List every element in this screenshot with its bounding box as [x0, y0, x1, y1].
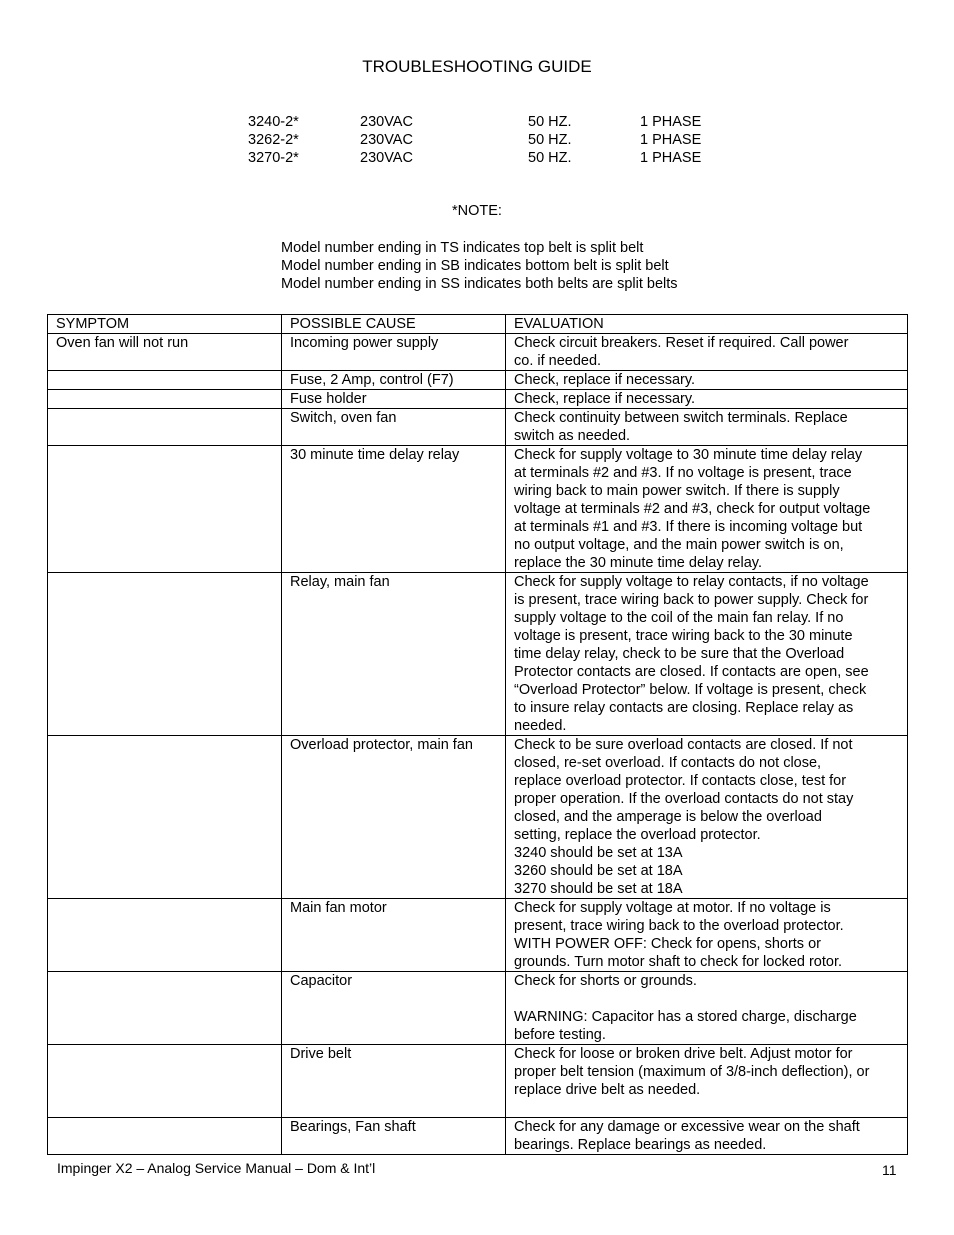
- evaluation-line: Check for loose or broken drive belt. Adjust motor for: [514, 1046, 853, 1062]
- header-possible-cause: POSSIBLE CAUSE: [282, 315, 506, 334]
- table-row: [48, 736, 908, 899]
- evaluation-line: [514, 1099, 903, 1117]
- symptom-cell: [48, 390, 282, 409]
- cause-cell: 30 minute time delay relay: [282, 446, 506, 573]
- evaluation-line: Check for supply voltage to relay contacts, if no voltage: [514, 574, 869, 590]
- evaluation-line: before testing.: [514, 1027, 606, 1043]
- evaluation-line: voltage is present, trace wiring back to the 30 minute: [514, 628, 853, 644]
- evaluation-cell: [506, 1118, 908, 1155]
- evaluation-line: at terminals #2 and #3. If no voltage is present, trace: [514, 465, 852, 481]
- model-phase: 1 PHASE: [640, 114, 702, 130]
- evaluation-line: Check to be sure overload contacts are closed. If not: [514, 737, 853, 753]
- evaluation-line: supply voltage to the coil of the main fan relay. If no: [514, 610, 844, 626]
- evaluation-line: Check for supply voltage at motor. If no voltage is: [514, 900, 831, 916]
- model-voltage: 230VAC: [360, 150, 413, 166]
- evaluation-line: Protector contacts are closed. If contacts are open, see: [514, 664, 869, 680]
- note-line: Model number ending in SS indicates both belts are split belts: [281, 276, 678, 292]
- evaluation-cell: [506, 390, 908, 409]
- evaluation-cell: [506, 972, 908, 1045]
- evaluation-line: bearings. Replace bearings as needed.: [514, 1137, 767, 1153]
- evaluation-cell: [506, 446, 908, 573]
- evaluation-line: to insure relay contacts are closing. Replace relay as: [514, 700, 854, 716]
- evaluation-line: Check for supply voltage to 30 minute time delay relay: [514, 447, 863, 463]
- symptom-cell: Oven fan will not run: [48, 334, 282, 371]
- evaluation-line: at terminals #1 and #3. If there is incoming voltage but: [514, 519, 863, 535]
- evaluation-line: needed.: [514, 718, 567, 734]
- note-line: Model number ending in SB indicates bottom belt is split belt: [281, 258, 669, 274]
- model-number: 3270-2*: [248, 150, 299, 166]
- header-symptom: SYMPTOM: [48, 315, 282, 334]
- page-title: TROUBLESHOOTING GUIDE: [362, 57, 592, 76]
- table-row: [48, 371, 908, 390]
- symptom-cell: [48, 1045, 282, 1118]
- evaluation-line: wiring back to main power switch. If there is supply: [514, 483, 840, 499]
- header-evaluation: EVALUATION: [506, 315, 908, 334]
- cause-cell: Capacitor: [282, 972, 506, 1045]
- model-voltage: 230VAC: [360, 114, 413, 130]
- symptom-cell: [48, 446, 282, 573]
- model-number: 3262-2*: [248, 132, 299, 148]
- model-row: [0, 113, 954, 131]
- table-row: [48, 899, 908, 972]
- evaluation-cell: [506, 334, 908, 371]
- evaluation-line: [514, 990, 903, 1008]
- model-frequency: 50 HZ.: [528, 150, 572, 166]
- evaluation-line: Check for shorts or grounds.: [514, 973, 697, 989]
- evaluation-line: Check, replace if necessary.: [514, 372, 696, 388]
- evaluation-line: Check, replace if necessary.: [514, 391, 696, 407]
- troubleshooting-table: [47, 314, 908, 1155]
- evaluation-line: 3270 should be set at 18A: [514, 881, 683, 897]
- table-row: [48, 334, 908, 371]
- evaluation-cell: [506, 736, 908, 899]
- table-row: [48, 972, 908, 1045]
- cause-cell: Fuse, 2 Amp, control (F7): [282, 371, 506, 390]
- symptom-cell: [48, 409, 282, 446]
- note-label: *NOTE:: [452, 203, 502, 219]
- note-text: [281, 239, 678, 293]
- symptom-cell: [48, 899, 282, 972]
- symptom-cell: [48, 972, 282, 1045]
- page-number: 11: [882, 1162, 897, 1178]
- table-row: [48, 409, 908, 446]
- evaluation-line: closed, and the amperage is below the overload: [514, 809, 822, 825]
- evaluation-line: co. if needed.: [514, 353, 602, 369]
- evaluation-line: no output voltage, and the main power switch is on,: [514, 537, 844, 553]
- evaluation-line: present, trace wiring back to the overload protector.: [514, 918, 844, 934]
- model-voltage: 230VAC: [360, 132, 413, 148]
- evaluation-line: time delay relay, check to be sure that the Overload: [514, 646, 845, 662]
- model-phase: 1 PHASE: [640, 132, 702, 148]
- symptom-cell: [48, 1118, 282, 1155]
- model-row: [0, 149, 954, 167]
- evaluation-cell: [506, 409, 908, 446]
- symptom-cell: [48, 736, 282, 899]
- cause-cell: Relay, main fan: [282, 573, 506, 736]
- table-row: [48, 573, 908, 736]
- note-line: Model number ending in TS indicates top belt is split belt: [281, 240, 644, 256]
- cause-cell: Main fan motor: [282, 899, 506, 972]
- evaluation-line: 3240 should be set at 13A: [514, 845, 683, 861]
- evaluation-line: setting, replace the overload protector.: [514, 827, 761, 843]
- table-row: [48, 1118, 908, 1155]
- cause-cell: Switch, oven fan: [282, 409, 506, 446]
- symptom-cell: [48, 573, 282, 736]
- footer-manual-title: Impinger X2 – Analog Service Manual – Dom & Int’l: [57, 1160, 376, 1176]
- evaluation-line: WARNING: Capacitor has a stored charge, discharge: [514, 1009, 857, 1025]
- evaluation-line: voltage at terminals #2 and #3, check for output voltage: [514, 501, 871, 517]
- evaluation-line: replace overload protector. If contacts close, test for: [514, 773, 847, 789]
- evaluation-cell: [506, 371, 908, 390]
- model-phase: 1 PHASE: [640, 150, 702, 166]
- table-row: [48, 1045, 908, 1118]
- model-row: [0, 131, 954, 149]
- evaluation-line: closed, re-set overload. If contacts do not close,: [514, 755, 822, 771]
- evaluation-line: “Overload Protector” below. If voltage is present, check: [514, 682, 867, 698]
- evaluation-cell: [506, 1045, 908, 1118]
- evaluation-line: 3260 should be set at 18A: [514, 863, 683, 879]
- evaluation-line: WITH POWER OFF: Check for opens, shorts or: [514, 936, 821, 952]
- evaluation-line: Check circuit breakers. Reset if required. Call power: [514, 335, 849, 351]
- evaluation-cell: [506, 899, 908, 972]
- symptom-cell: [48, 371, 282, 390]
- model-number: 3240-2*: [248, 114, 299, 130]
- cause-cell: Incoming power supply: [282, 334, 506, 371]
- evaluation-cell: [506, 573, 908, 736]
- evaluation-line: is present, trace wiring back to power supply. Check for: [514, 592, 869, 608]
- evaluation-line: switch as needed.: [514, 428, 631, 444]
- evaluation-line: replace drive belt as needed.: [514, 1082, 701, 1098]
- evaluation-line: Check continuity between switch terminals. Replace: [514, 410, 848, 426]
- evaluation-line: Check for any damage or excessive wear on the shaft: [514, 1119, 860, 1135]
- model-frequency: 50 HZ.: [528, 132, 572, 148]
- evaluation-line: grounds. Turn motor shaft to check for locked rotor.: [514, 954, 843, 970]
- cause-cell: Fuse holder: [282, 390, 506, 409]
- evaluation-line: proper operation. If the overload contacts do not stay: [514, 791, 854, 807]
- model-list: [0, 113, 954, 167]
- cause-cell: Overload protector, main fan: [282, 736, 506, 899]
- table-header-row: [48, 315, 908, 334]
- cause-cell: Drive belt: [282, 1045, 506, 1118]
- evaluation-line: replace the 30 minute time delay relay.: [514, 555, 762, 571]
- evaluation-line: proper belt tension (maximum of 3/8-inch deflection), or: [514, 1064, 870, 1080]
- model-frequency: 50 HZ.: [528, 114, 572, 130]
- table-row: [48, 390, 908, 409]
- table-row: [48, 446, 908, 573]
- cause-cell: Bearings, Fan shaft: [282, 1118, 506, 1155]
